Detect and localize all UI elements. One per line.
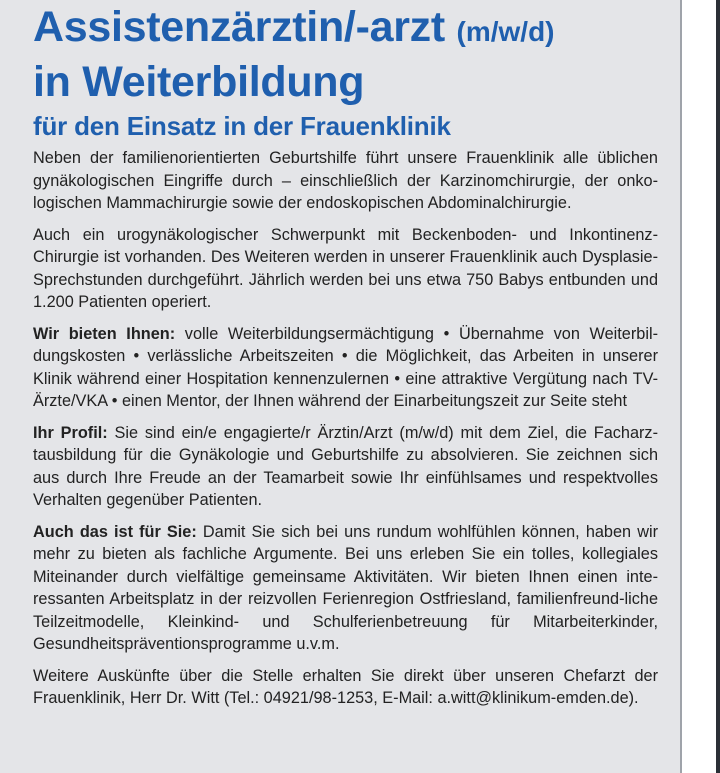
contact-paragraph: Weitere Auskünfte über die Stelle erhalten Sie direkt über unseren Chefarzt der Frauenklinik, Herr Dr. Witt (Tel.: 04921/98-1253, E-Mail: a.witt@klinikum-emden.de). [33, 666, 658, 707]
intro-paragraph: Neben der familienorientierten Geburtshilfe führt unsere Frauenklinik alle üblichen gynäkologischen Eingriffe durch – einschließlich der Karzinomchirurgie, der onko-logischen Mammachirurgie sowie der endoskopischen Abdominalchirurgie. [33, 149, 658, 212]
profile-paragraph [33, 422, 658, 512]
offer-paragraph [33, 323, 658, 413]
job-title-line2: in Weiterbildung [33, 58, 365, 106]
job-title-main: Assistenzärztin/-arzt [33, 3, 445, 51]
job-title [33, 0, 658, 107]
right-edge-divider [716, 0, 720, 773]
extra-text: Damit Sie sich bei uns rundum wohlfühlen können, haben wir mehr zu bieten als fachliche Argumente. Bei uns erleben Sie ein tolles, kollegiales Miteinander durch vielfältige gemeinsame Aktivitäten. Wir bieten Ihnen einen inte-ressanten Arbeitsplatz in der reizvollen Ferienregion Ostfriesland, familienfreund-liche Teilzeitmodelle, Kleinkind- und Schulferienbetreuung für Mitarbeiterkinder, Gesundheitspräventionsprogramme u.v.m. [33, 522, 659, 653]
extra-label: Auch das ist für Sie: [33, 522, 197, 541]
extra-paragraph [33, 521, 658, 656]
offer-label: Wir bieten Ihnen: [33, 324, 176, 343]
profile-text: Sie sind ein/e engagierte/r Ärztin/Arzt (m/w/d) mit dem Ziel, die Facharz-tausbildung für die Gynäkologie und Geburtshilfe zu absolvieren. Sie zeichnen sich aus durch Ihre Freude an der Teamarbeit sowie Ihr einfühlsames und respektvolles Verhalten gegenüber Patienten. [33, 423, 658, 509]
offer-text: volle Weiterbildungsermächtigung • Übernahme von Weiterbil-dungskosten • verlässliche Arbeitszeiten • die Möglichkeit, das Arbeiten in unserer Klinik während einer Hospitation kennenzulernen • eine attraktive Vergütung nach TV-Ärzte/VKA • einen Mentor, der Ihnen während der Einarbeitungszeit zur Seite steht [33, 324, 658, 410]
job-subtitle: für den Einsatz in der Frauenklinik [33, 111, 451, 141]
profile-label: Ihr Profil: [33, 423, 108, 442]
focus-paragraph: Auch ein urogynäkologischer Schwerpunkt mit Beckenboden- und Inkontinenz-Chirurgie ist vorhanden. Des Weiteren werden in unserer Frauenklinik auch Dysplasie-Sprechstunden durchgeführt. Jährlich werden bei uns etwa 750 Babys entbunden und 1.200 Patienten operiert. [33, 225, 658, 311]
job-title-gender-suffix: (m/w/d) [456, 16, 555, 47]
